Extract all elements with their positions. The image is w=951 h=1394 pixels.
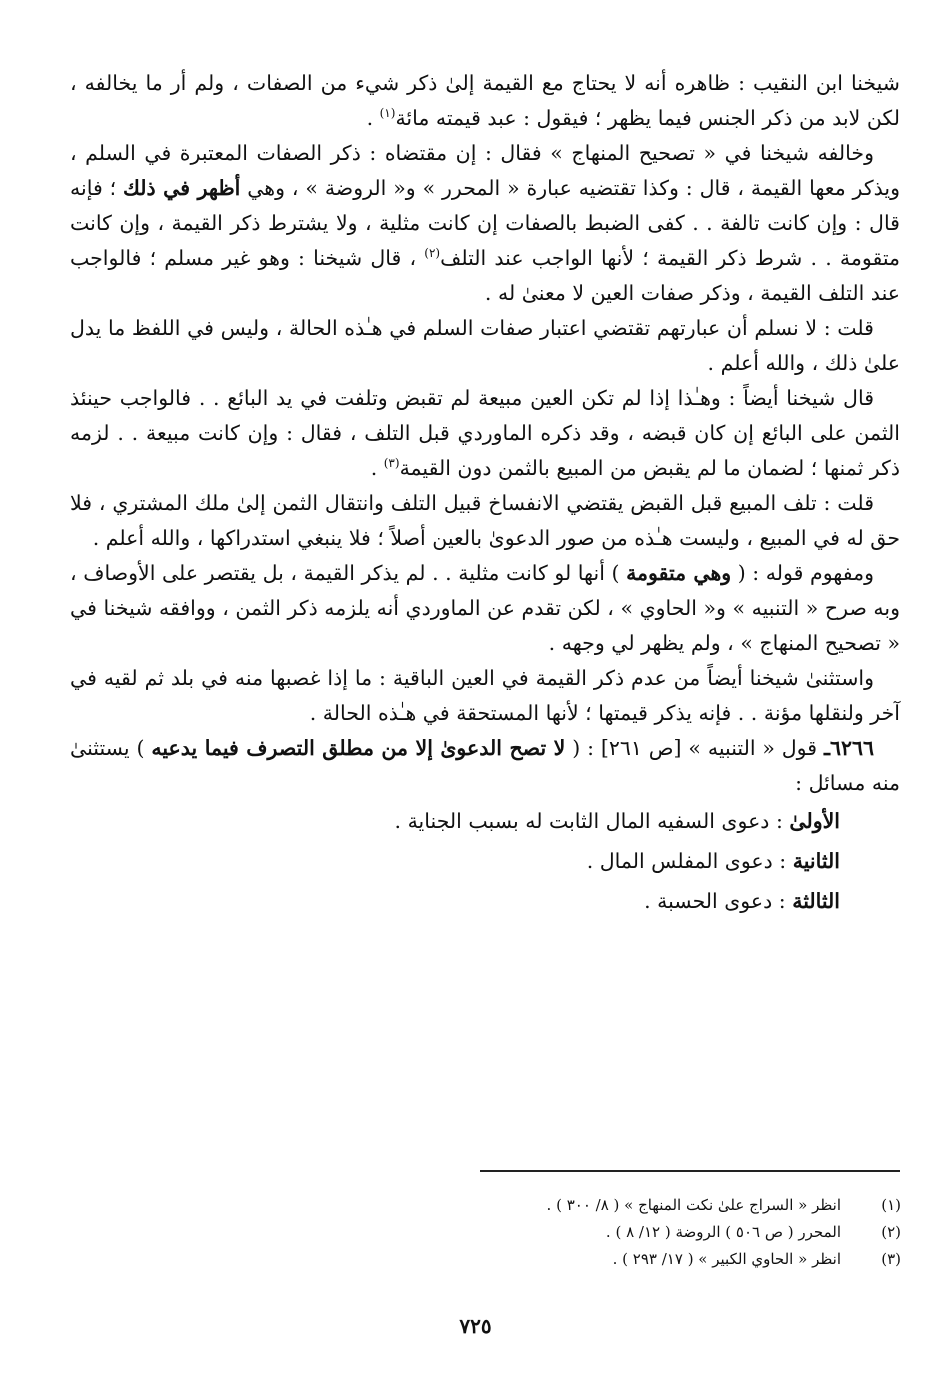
text-segment: ، قال شيخنا : وهو غير مسلم ؛ فالواجب عند التلف القيمة ، وذكر صفات العين لا معنىٰ له . — [70, 246, 900, 305]
text-segment: قلت : تلف المبيع قبل القبض يقتضي الانفساخ قبيل التلف وانتقال الثمن إلىٰ ملك المشتري ، فلا حق له في المبيع ، وليست هـٰذه من صور الدعوىٰ بالعين أصلاً ؛ فلا ينبغي استدراكها ، والله أعلم . — [70, 491, 900, 550]
paragraph — [70, 556, 900, 661]
text-segment: وخالفه شيخنا في « تصحيح المنهاج » فقال : إن مقتضاه : ذكر الصفات المعتبرة في السلم ، ويذكر معها القيمة ، قال : وكذا تقتضيه عبارة « المحرر » و« الروضة » ، وهي — [70, 141, 900, 200]
footnote-text: انظر « السراج علىٰ نكت المنهاج » ( ٨/ ٣٠٠ ) . — [546, 1196, 841, 1214]
paragraph — [70, 136, 900, 311]
footnote-ref: (١) — [379, 106, 396, 121]
text-segment: شيخنا ابن النقيب : ظاهره أنه لا يحتاج مع القيمة إلىٰ ذكر شيء من الصفات ، ولم أر ما يخالفه ، لكن لابد من ذكر الجنس فيما يظهر ؛ فيقول : عبد قيمته مائة — [70, 71, 900, 130]
paragraph — [70, 66, 900, 136]
list-item-label: الأولىٰ — [789, 809, 840, 833]
footnote — [71, 1219, 901, 1246]
page-number: ٧٢٥ — [459, 1314, 492, 1338]
text-segment: . — [370, 456, 384, 480]
footnotes — [71, 1192, 901, 1273]
text-segment: ) يستثنىٰ منه مسائل : — [70, 736, 900, 795]
text-segment: وهي متقومة — [626, 561, 732, 585]
list-item-label: الثانية — [792, 849, 840, 873]
paragraph — [70, 381, 900, 486]
list-item — [70, 881, 900, 921]
list-item-label: الثالثة — [792, 889, 840, 913]
main-text — [70, 66, 900, 921]
footnote-text: انظر « الحاوي الكبير » ( ١٧/ ٢٩٣ ) . — [612, 1250, 841, 1268]
paragraph — [70, 731, 900, 801]
footnote-number: (١) — [881, 1196, 901, 1214]
text-segment: . — [366, 106, 380, 130]
text-segment: ٦٢٦٦ـ — [823, 736, 875, 760]
list-item — [70, 801, 900, 841]
paragraphs — [70, 66, 900, 801]
footnote-number: (٣) — [881, 1250, 901, 1268]
paragraph — [70, 311, 900, 381]
text-segment: ) أنها لو كانت مثلية . . لم يذكر القيمة ، بل يقتصر على الأوصاف ، وبه صرح « التنبيه » و« الحاوي » ، لكن تقدم عن الماوردي أنه يلزمه ذكر الثمن ، ووافقه شيخنا في « تصحيح المنهاج » ، ولم يظهر لي وجهه . — [70, 561, 900, 655]
paragraph — [70, 486, 900, 556]
text-segment: قول « التنبيه » [ص ٢٦١] : ( — [565, 736, 824, 760]
list-item-text: : دعوى المفلس المال . — [586, 849, 793, 873]
footnote-text: المحرر ( ص ٥٠٦ ) الروضة ( ١٢/ ٨ ) . — [605, 1223, 841, 1241]
text-segment: واستثنىٰ شيخنا أيضاً من عدم ذكر القيمة في العين الباقية : ما إذا غصبها منه في بلد ثم لقيه في آخر ولنقلها مؤنة . . فإنه يذكر قيمتها ؛ لأنها المستحقة في هـٰذه الحالة . — [70, 666, 900, 725]
footnote-ref: (٢) — [424, 246, 441, 261]
footnote-number: (٢) — [881, 1223, 901, 1241]
text-segment: لا تصح الدعوىٰ إلا من مطلق التصرف فيما يدعيه — [151, 736, 566, 760]
text-segment: قال شيخنا أيضاً : وهـٰذا إذا لم تكن العين مبيعة لم تقبض وتلفت في يد البائع . . فالواجب حينئذ الثمن على البائع إن كان قبضه ، وقد ذكره الماوردي قبل التلف ، فقال : وإن كانت مبيعة . . لزمه ذكر ثمنها ؛ لضمان ما لم يقبض من المبيع بالثمن دون القيمة — [70, 386, 900, 480]
footnote — [71, 1246, 901, 1273]
list-item-text: : دعوى الحسبة . — [644, 889, 793, 913]
text-segment: قلت : لا نسلم أن عبارتهم تقتضي اعتبار صفات السلم في هـٰذه الحالة ، وليس في اللفظ ما يدل علىٰ ذلك ، والله أعلم . — [70, 316, 900, 375]
footnote-separator — [480, 1170, 900, 1172]
footnote — [71, 1192, 901, 1219]
list-item-text: : دعوى السفيه المال الثابت له بسبب الجناية . — [394, 809, 790, 833]
paragraph — [70, 661, 900, 731]
text-segment: ومفهوم قوله : ( — [731, 561, 874, 585]
text-segment: أظهر في ذلك — [123, 176, 241, 200]
footnote-ref: (٣) — [383, 456, 400, 471]
list-item — [70, 841, 900, 881]
text-segment: ؛ فإنه قال : وإن كانت تالفة . . كفى الضبط بالصفات إن كانت مثلية ، ولا يشترط ذكر القيمة ، وإن كانت متقومة . . شرط ذكر القيمة ؛ لأنها الواجب عند التلف — [70, 176, 900, 270]
issue-list — [70, 801, 900, 921]
